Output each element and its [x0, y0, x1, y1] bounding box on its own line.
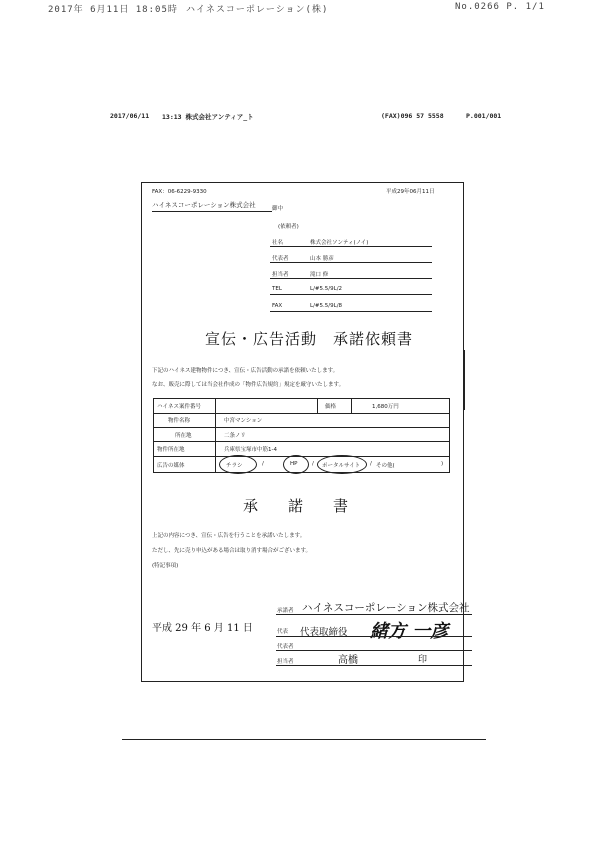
table-line-2: [153, 413, 450, 414]
approver-manager-underline: [276, 665, 472, 666]
approver-rep-underline: [276, 650, 472, 651]
approver-signature: 緒方 一彦: [370, 621, 449, 642]
doc-date: 平成29年06月11日: [386, 189, 435, 195]
approver-title-label: 代表: [277, 629, 289, 635]
table-property-name-value: 中宮マンション: [224, 418, 263, 424]
document-title: 宣伝・広告活動 承諾依頼書: [205, 330, 414, 348]
table-col-divider: [215, 398, 216, 472]
edge-mark: [463, 350, 465, 410]
table-line-4: [153, 441, 450, 442]
requester-company-label: 社名: [272, 240, 284, 246]
approver-title-underline: [276, 636, 472, 637]
fax-date: 2017/06/11: [110, 112, 150, 120]
intro-line-1: 下記のハイネス建物物件につき、宣伝・広告活動の承諾を依頼いたします。: [152, 368, 339, 374]
requester-rep-value: 山本 勝彦: [310, 256, 334, 262]
recipient-company: ハイネスコーポレーション株式会社: [152, 201, 256, 209]
requester-rep-label: 代表者: [272, 256, 289, 262]
requester-manager-value: 滝口 修: [310, 272, 329, 278]
approver-manager-name: 高橋: [338, 655, 358, 666]
doc-fax-line: FAX：06-6229-9330: [152, 189, 207, 195]
requester-fax-label: FAX: [272, 303, 283, 309]
requester-tel-value: L/#5.5/9L/2: [310, 286, 343, 292]
approver-seal: 印: [418, 655, 428, 665]
media-option-4: その他(: [376, 463, 395, 469]
rep-underline: [270, 262, 432, 263]
media-option-1: チラシ: [226, 463, 243, 469]
table-line-1: [153, 398, 450, 399]
recipient-underline: [152, 211, 272, 212]
approval-line-1: 上記の内容につき、宣伝・広告を行うことを承諾いたします。: [152, 533, 306, 539]
requester-section-label: (依頼者): [278, 224, 299, 230]
requester-tel-label: TEL: [272, 286, 282, 292]
approval-line-2: ただし、先に売り申込がある場合は取り消す場合がございます。: [152, 548, 312, 554]
approver-rep-label: 代表者: [277, 644, 294, 650]
bottom-rule: [122, 739, 486, 740]
table-line-3: [153, 427, 450, 428]
media-option-3: ポータルサイト: [322, 463, 361, 469]
approver-title: 代表取締役: [300, 627, 348, 638]
table-case-number-label: ハイネス案件番号: [157, 404, 201, 410]
table-location-label: 物件所在地: [157, 447, 185, 453]
approver-company: ハイネスコーポレーション株式会社: [302, 602, 470, 614]
table-price-divider-2: [351, 398, 352, 413]
manager-underline: [270, 278, 432, 279]
table-media-label: 広告の媒体: [157, 463, 185, 469]
table-price-value: 1,680万円: [372, 404, 399, 410]
approval-title: 承 諾 書: [243, 497, 349, 515]
table-price-divider-1: [317, 398, 318, 413]
table-price-label: 価格: [325, 404, 337, 410]
fax-header-left: 2017年 6月11日 18:05時: [48, 5, 178, 15]
recipient-suffix: 御中: [272, 206, 284, 212]
approval-date: 平成 29 年 6 月 11 日: [152, 623, 253, 634]
fax-sender: 13:13 株式会社アンティア_ト: [162, 113, 254, 121]
approver-company-underline: [276, 614, 472, 615]
approver-label: 承諾者: [277, 608, 294, 614]
requester-manager-label: 担当者: [272, 272, 289, 278]
requester-fax-value: L/#5.5/9L/8: [310, 303, 343, 309]
media-option-2: HP: [290, 461, 298, 467]
table-address-label: 所在地: [175, 433, 192, 439]
company-underline: [270, 246, 432, 247]
fax-header-right: No.0266 P. 1/1: [455, 2, 545, 12]
approval-line-3: (特記事項): [152, 563, 179, 569]
requester-company-value: 株式会社ソンティ(ノイ): [310, 240, 369, 246]
fax-number: (FAX)096 57 5558: [381, 112, 444, 120]
fax-underline: [270, 311, 432, 312]
table-property-name-label: 物件名称: [168, 418, 191, 424]
fax-header-center: ハイネスコーポレーション(株): [186, 5, 329, 15]
table-address-value: 二条ノリ: [224, 433, 246, 439]
fax-page: P.001/001: [466, 112, 502, 120]
table-location-value: 兵庫県宝塚市中筋1-4: [224, 447, 277, 453]
table-border-right: [449, 398, 450, 472]
table-border-left: [153, 398, 154, 472]
media-close: ): [441, 461, 444, 467]
intro-line-2: なお、販売に際しては当会社作成の「物件広告規約」規定を厳守いたします。: [152, 382, 345, 388]
tel-underline: [270, 294, 432, 295]
approver-manager-label: 担当者: [277, 659, 294, 665]
